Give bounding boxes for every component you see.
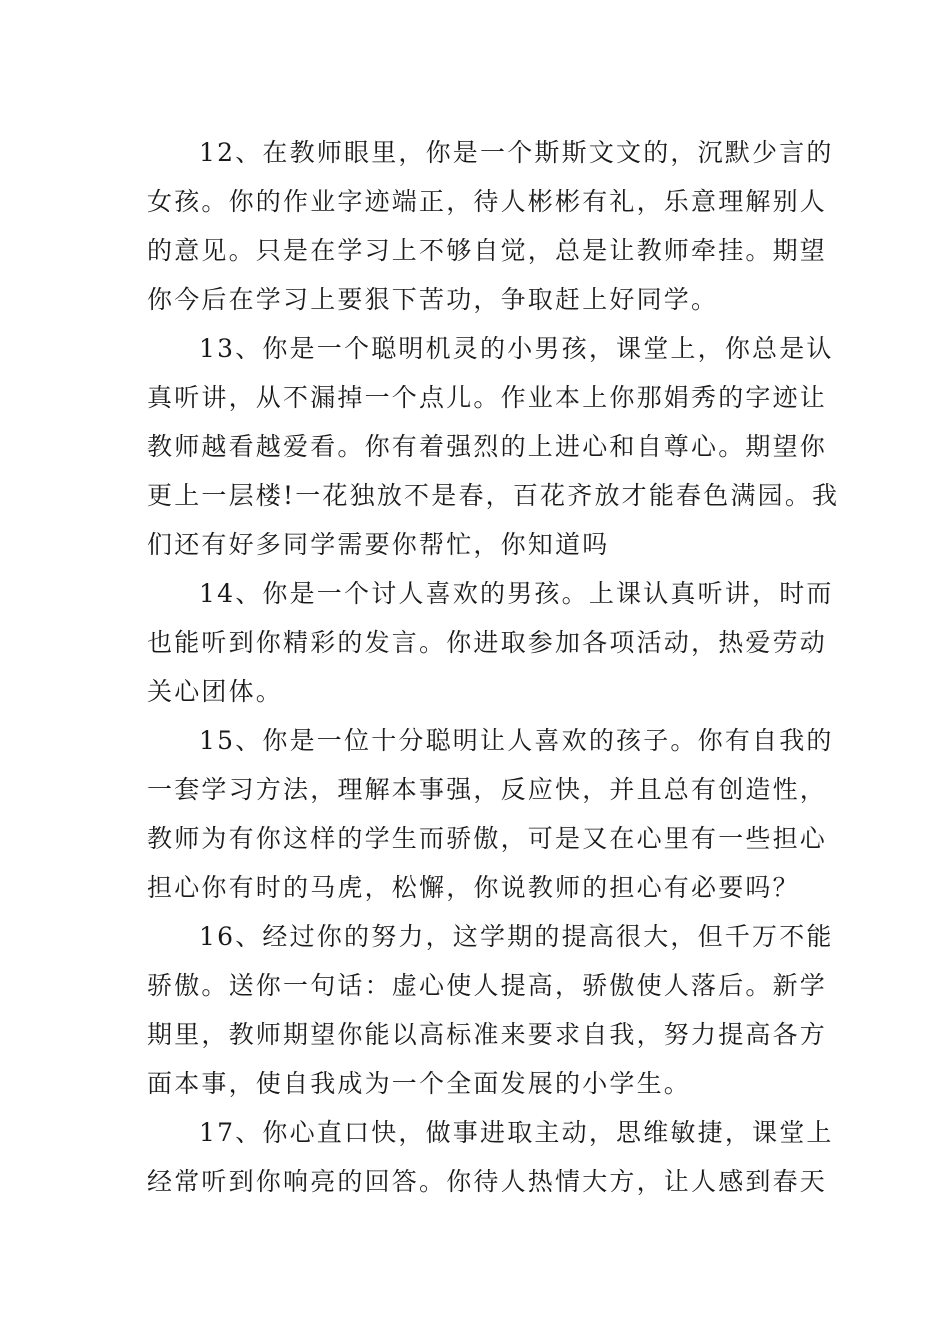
paragraph-15 — [147, 716, 834, 912]
text-line: 16、经过你的努力，这学期的提高很大，但千万不能 — [199, 922, 834, 951]
text-line: 你今后在学习上要狠下苦功，争取赶上好同学。 — [147, 285, 719, 314]
text-line: 担心你有时的马虎，松懈，你说教师的担心有必要吗？ — [147, 873, 800, 902]
text-line: 17、你心直口快，做事进取主动，思维敏捷，课堂上 — [199, 1118, 834, 1147]
text-line: 真听讲，从不漏掉一个点儿。作业本上你那娟秀的字迹让 — [147, 383, 828, 412]
text-line: 女孩。你的作业字迹端正，待人彬彬有礼，乐意理解别人 — [147, 187, 828, 216]
paragraph-16 — [147, 912, 834, 1108]
text-line: 关心团体。 — [147, 677, 284, 706]
text-line: 也能听到你精彩的发言。你进取参加各项活动，热爱劳动 — [147, 628, 828, 657]
text-line: 更上一层楼!一花独放不是春，百花齐放才能春色满园。我 — [147, 481, 840, 510]
paragraph-14 — [147, 569, 834, 716]
paragraph-13 — [147, 324, 840, 569]
text-line: 面本事，使自我成为一个全面发展的小学生。 — [147, 1069, 692, 1098]
paragraph-12 — [147, 128, 834, 324]
text-line: 骄傲。送你一句话：虚心使人提高，骄傲使人落后。新学 — [147, 971, 828, 1000]
paragraph-17 — [147, 1108, 834, 1206]
text-line: 15、你是一位十分聪明让人喜欢的孩子。你有自我的 — [199, 726, 834, 755]
text-line: 教师为有你这样的学生而骄傲，可是又在心里有一些担心 — [147, 824, 828, 853]
text-line: 经常听到你响亮的回答。你待人热情大方，让人感到春天 — [147, 1167, 828, 1196]
text-line: 的意见。只是在学习上不够自觉，总是让教师牵挂。期望 — [147, 236, 828, 265]
text-line: 14、你是一个讨人喜欢的男孩。上课认真听讲，时而 — [199, 579, 834, 608]
text-line: 们还有好多同学需要你帮忙，你知道吗 — [147, 530, 610, 559]
text-line: 教师越看越爱看。你有着强烈的上进心和自尊心。期望你 — [147, 432, 828, 461]
text-line: 12、在教师眼里，你是一个斯斯文文的，沉默少言的 — [199, 138, 834, 167]
text-line: 期里，教师期望你能以高标准来要求自我，努力提高各方 — [147, 1020, 828, 1049]
text-line: 一套学习方法，理解本事强，反应快，并且总有创造性， — [147, 775, 828, 804]
document-body — [147, 128, 840, 1206]
text-line: 13、你是一个聪明机灵的小男孩，课堂上，你总是认 — [199, 334, 834, 363]
